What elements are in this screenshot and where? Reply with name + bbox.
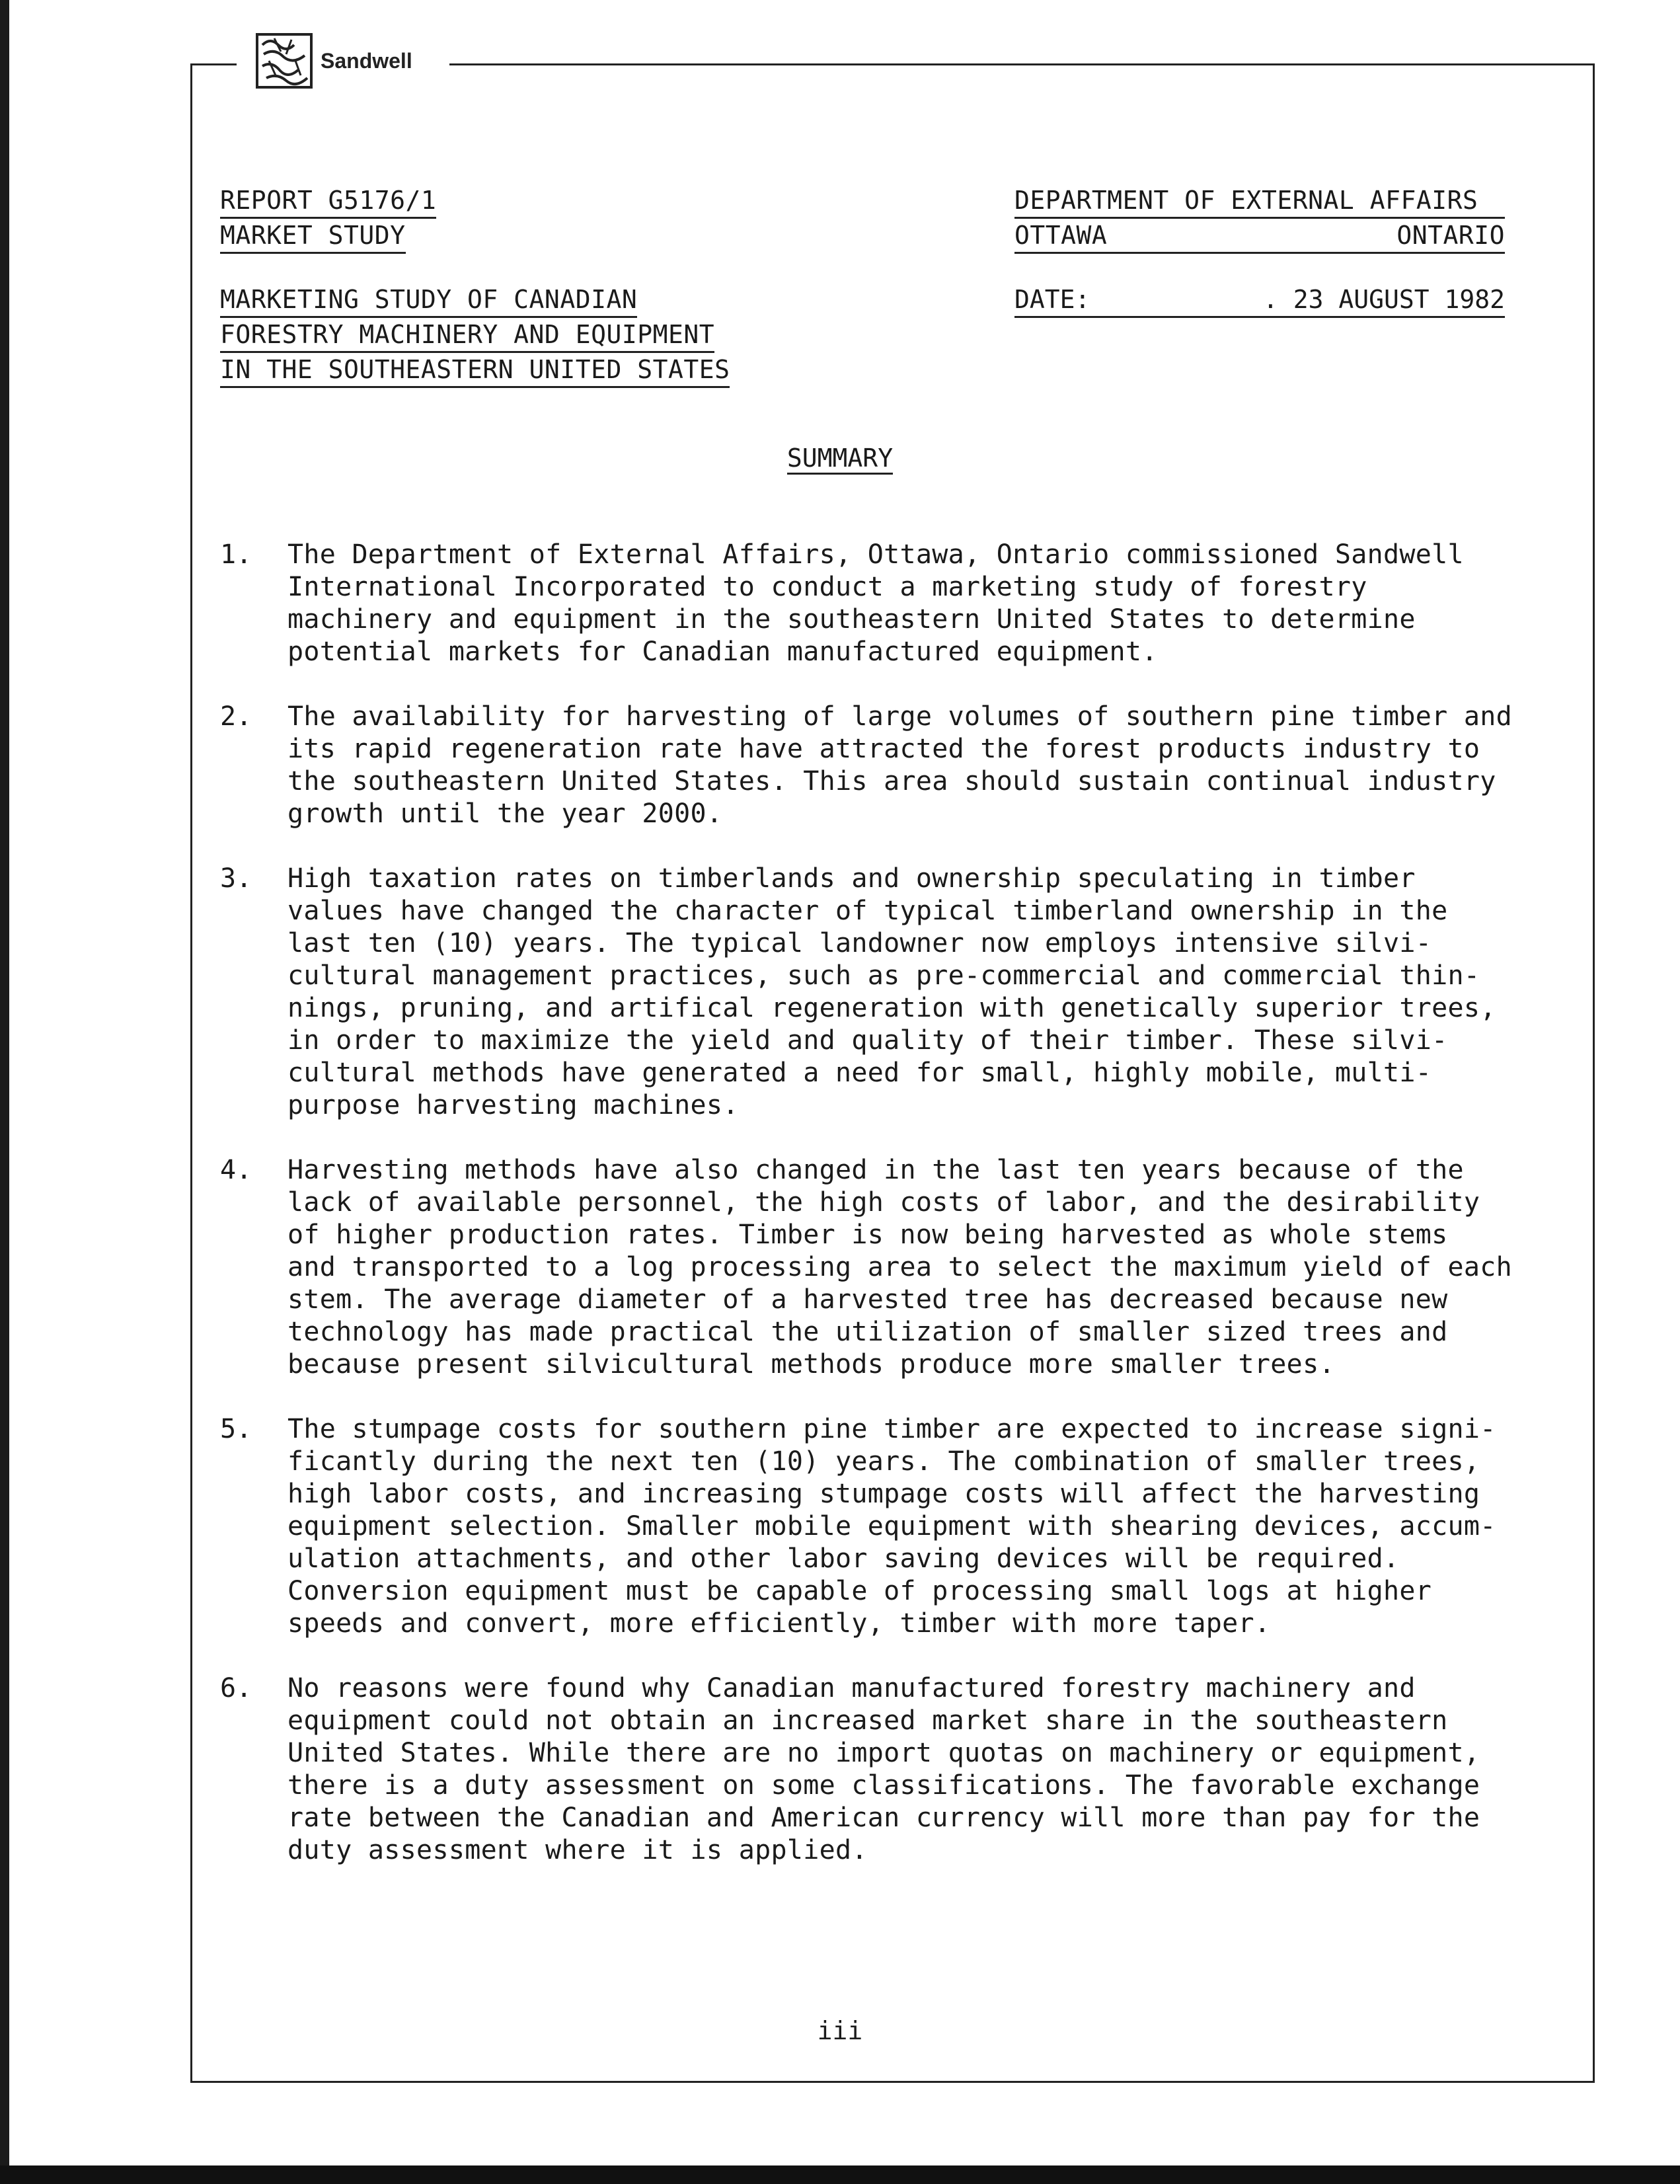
summary-item-number: 2. <box>220 701 252 732</box>
summary-list <box>220 539 1555 1899</box>
frame-border-right <box>1593 63 1595 2081</box>
summary-item <box>220 1154 1555 1381</box>
department-name: DEPARTMENT OF EXTERNAL AFFAIRS <box>1014 184 1505 219</box>
date-label: DATE: <box>1014 285 1090 314</box>
study-title-line: IN THE SOUTHEASTERN UNITED STATES <box>220 353 730 388</box>
summary-item-text: The stumpage costs for southern pine timber are expected to increase signi- ficantly during the next ten (10) years. The combination of smaller trees, high labor costs, and increasing stumpage costs will affect the harvesting equipment selection. Smaller mobile equipment with shearing devices, accum- ulation attachments, and other labor saving devices will be required. Conversion equipment must be capable of processing small logs at higher speeds and convert, more efficiently, timber with more taper. <box>287 1414 1496 1639</box>
date-value: . 23 AUGUST 1982 <box>1262 285 1505 314</box>
study-title-line: MARKETING STUDY OF CANADIAN <box>220 283 637 318</box>
logo-text: Sandwell <box>321 48 412 73</box>
summary-item-number: 4. <box>220 1155 252 1185</box>
report-type: MARKET STUDY <box>220 219 406 254</box>
summary-item-number: 6. <box>220 1673 252 1703</box>
summary-item-text: The Department of External Affairs, Ottawa, Ontario commissioned Sandwell International Incorporated to conduct a marketing study of forestry machinery and equipment in the southeastern United States to determine potential markets for Canadian manufactured equipment. <box>287 539 1464 667</box>
summary-item <box>220 1413 1555 1640</box>
summary-item <box>220 1672 1555 1867</box>
frame-border-top-left <box>190 63 237 65</box>
summary-heading <box>0 442 1680 475</box>
summary-item <box>220 863 1555 1122</box>
date-row <box>1014 283 1505 318</box>
summary-item-text: High taxation rates on timberlands and ownership speculating in timber values have changed the character of typical timberland ownership in the last ten (10) years. The typical landowner now employs intensive silvi- cultural management practices, such as pre-commercial and commercial thin- nings, pruning, and artifical regeneration with genetically superior trees, in order to maximize the yield and quality of their timber. These silvi- cultural methods have generated a need for small, highly mobile, multi- purpose harvesting machines. <box>287 863 1496 1120</box>
study-title-line: FORESTRY MACHINERY AND EQUIPMENT <box>220 318 714 353</box>
summary-item-text: Harvesting methods have also changed in the last ten years because of the lack of available personnel, the high costs of labor, and the desirability of higher production rates. Timber is now being harvested as whole stems and transported to a log processing area to select the maximum yield of each stem. The average diameter of a harvested tree has decreased because new technology has made practical the utilization of smaller sized trees and because present silvicultural methods produce more smaller trees. <box>287 1155 1513 1380</box>
summary-item-number: 3. <box>220 863 252 894</box>
summary-item <box>220 701 1555 830</box>
frame-border-left <box>190 63 192 2081</box>
summary-item-text: The availability for harvesting of large volumes of southern pine timber and its rapid regeneration rate have attracted the forest products industry to the southeastern United States. This area should sustain continual industry growth until the year 2000. <box>287 701 1513 829</box>
summary-item-text: No reasons were found why Canadian manufactured forestry machinery and equipment could not obtain an increased market share in the southeastern United States. While there are no import quotas on machinery or equipment, there is a duty assessment on some classifications. The favorable exchange rate between the Canadian and American currency will more than pay for the duty assessment where it is applied. <box>287 1673 1480 1865</box>
summary-item-number: 1. <box>220 539 252 570</box>
report-id-block <box>220 184 436 254</box>
client-province: ONTARIO <box>1396 221 1505 250</box>
scan-bottom-edge <box>0 2165 1680 2184</box>
company-logo <box>254 32 412 90</box>
frame-border-bottom <box>190 2081 1595 2083</box>
client-block <box>1014 184 1505 254</box>
summary-item <box>220 539 1555 668</box>
client-city: OTTAWA <box>1014 221 1108 250</box>
sandwell-logo-icon <box>254 32 314 90</box>
frame-border-top-right <box>449 63 1595 65</box>
client-location <box>1014 219 1505 254</box>
report-number: REPORT G5176/1 <box>220 184 436 219</box>
scan-left-edge <box>0 0 9 2184</box>
study-title <box>220 283 730 388</box>
page-number: iii <box>817 2016 863 2045</box>
summary-heading-text: SUMMARY <box>787 444 893 475</box>
summary-item-number: 5. <box>220 1414 252 1444</box>
